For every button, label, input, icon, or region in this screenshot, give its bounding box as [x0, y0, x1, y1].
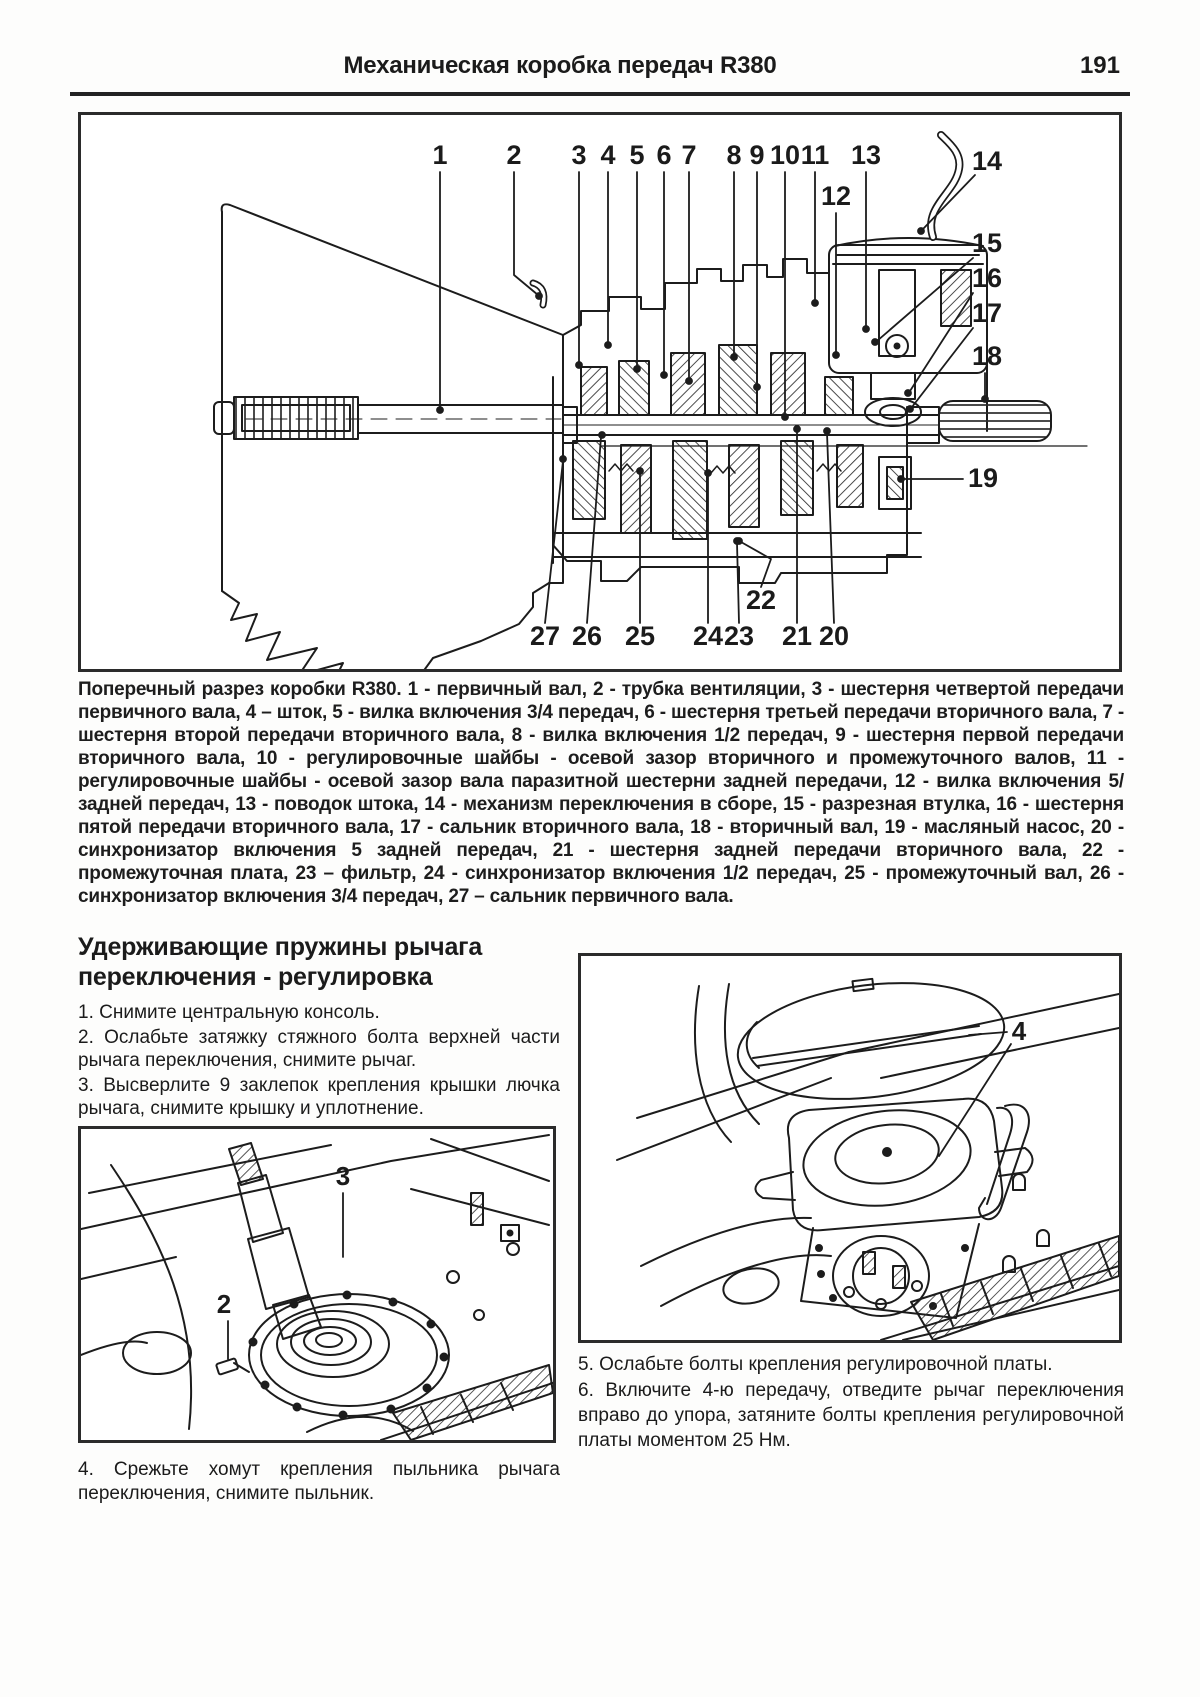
section-heading: Удерживающие пружины рычага переключения - регулировка	[78, 933, 483, 991]
callout-3: 3	[571, 140, 587, 170]
callout-7: 7	[681, 140, 697, 170]
callout-25: 25	[624, 621, 656, 651]
callout-27: 27	[529, 621, 561, 651]
vent-pipe	[931, 135, 959, 237]
callout-1: 1	[432, 140, 448, 170]
step-3: 3. Высверлите 9 заклепок крепления крышки лючка рычага, снимите крышку и уплотнение.	[78, 1074, 560, 1119]
lever-hook	[979, 1105, 1029, 1220]
procedure-steps-right	[578, 1352, 1124, 1454]
console-hole	[123, 1332, 191, 1374]
header-rule	[70, 92, 1130, 96]
callout-2: 2	[506, 140, 522, 170]
page-number: 191	[1079, 52, 1120, 79]
selector-housing-drawing	[581, 956, 1119, 1340]
gearbox-cross-section-figure	[78, 112, 1122, 672]
gear-teeth-band	[881, 1236, 1119, 1340]
callout-24: 24	[692, 621, 724, 651]
callout-18: 18	[971, 341, 1003, 371]
selector-housing	[755, 1099, 1032, 1231]
step-4: 4. Срежьте хомут крепления пыльника рычага переключения, снимите пыльник.	[78, 1459, 560, 1504]
procedure-step-4	[78, 1458, 560, 1507]
main-figure-callouts	[432, 140, 1002, 651]
callout-12: 12	[820, 181, 852, 211]
page-title: Механическая коробка передач R380	[343, 52, 777, 79]
callout-22: 22	[745, 585, 777, 615]
callout-11: 11	[800, 140, 830, 170]
callout-10: 10	[769, 140, 801, 170]
lever-boot	[277, 1311, 389, 1377]
gear-teeth-band	[381, 1365, 553, 1440]
callout-4: 4	[600, 140, 616, 170]
selector-housing-figure	[578, 953, 1122, 1343]
shift-lever-figure	[78, 1126, 556, 1443]
gear-cluster-upper	[581, 345, 853, 415]
callout-19: 19	[967, 463, 999, 493]
callout-5: 5	[629, 140, 645, 170]
fig-right-callout-4: 4	[1011, 1016, 1027, 1046]
main-figure-caption: Поперечный разрез коробки R380. 1 - первичный вал, 2 - трубка вентиляции, 3 - шестерня четвертой передачи первичного вала, 4 – шток, 5 - вилка включения 3/4 передач, 6 - шестерня третьей передачи вторичного вала, 7 - шестерня второй передачи вторичного вала, 8 - вилка включения 1/2 передач, 9 - шестерня первой передачи вторичного вала, 10 - регулировочные шайбы - осевой зазор вторичного и промежуточного валов, 11 - регулировочные шайбы - осевой зазор вала паразитной шестерни задней передачи, 12 - вилка включения 5/задней передач, 13 - поводок штока, 14 - механизм переключения в сборе, 15 - разрезная втулка, 16 - шестерня пятой передачи вторичного вала, 17 - сальник вторичного вала, 18 - вторичный вал, 19 - масляный насос, 20 - синхронизатор включения 5 задней передач, 21 - шестерня задней передачи вторичного вала, 22 - промежуточная плата, 23 – фильтр, 24 - синхронизатор включения 1/2 передач, 25 - промежуточный вал, 26 - синхронизатор включения 3/4 передач, 27 – сальник первичного вала.	[78, 679, 1124, 907]
callout-17: 17	[971, 298, 1003, 328]
fig-left-callout-3: 3	[335, 1161, 351, 1191]
callout-9: 9	[749, 140, 765, 170]
step-6: 6. Включите 4-ю передачу, отведите рычаг переключения вправо до упора, затяните болты крепления регулировочной платы моментом 25 Нм.	[578, 1380, 1124, 1451]
callout-21: 21	[781, 621, 813, 651]
figure-right-leaders	[939, 1032, 1011, 1156]
callout-20: 20	[818, 621, 850, 651]
callout-14: 14	[971, 146, 1003, 176]
callout-26: 26	[571, 621, 603, 651]
step-5: 5. Ослабьте болты крепления регулировочной платы.	[578, 1354, 1053, 1375]
gearbox-housing-top	[563, 259, 829, 335]
callout-23: 23	[723, 621, 755, 651]
clamp-bolt	[216, 1358, 249, 1375]
output-shaft	[907, 401, 1051, 443]
step-2: 2. Ослабьте затяжку стяжного болта верхней части рычага переключения, снимите рычаг.	[78, 1026, 560, 1071]
gearbox-cross-section-drawing	[81, 115, 1119, 669]
removed-cover-lid	[731, 969, 1011, 1113]
callout-8: 8	[726, 140, 742, 170]
step-1: 1. Снимите центральную консоль.	[78, 1002, 380, 1023]
callout-13: 13	[850, 140, 882, 170]
fig-left-callout-2: 2	[216, 1289, 232, 1319]
callout-16: 16	[971, 263, 1003, 293]
callout-6: 6	[656, 140, 672, 170]
shift-lever-drawing	[81, 1129, 553, 1440]
procedure-steps-left	[78, 1001, 560, 1122]
callout-15: 15	[971, 228, 1003, 258]
housing-bolts	[1003, 1174, 1049, 1272]
panel-details	[447, 1193, 519, 1320]
